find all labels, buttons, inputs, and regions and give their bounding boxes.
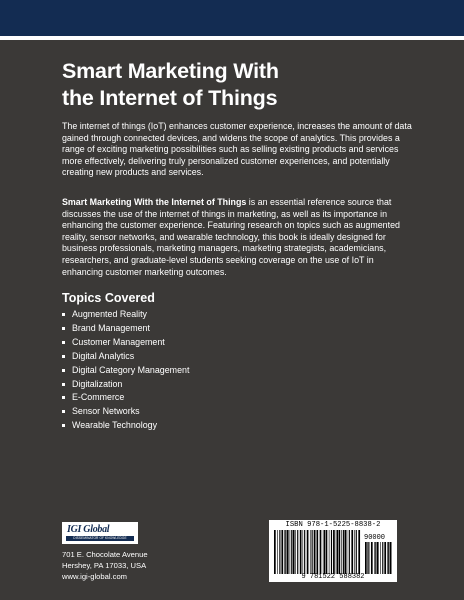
barcode-icon [274,530,361,574]
topic-item [62,308,189,322]
barcode-bar [320,530,322,574]
topic-item [62,350,189,364]
address-city: Hershey, PA 17033, USA [62,561,147,571]
barcode-bar [277,530,278,574]
bullet-icon [62,355,65,358]
barcode-bar [365,542,367,574]
barcode-bar [295,530,296,574]
barcode-bar [284,530,285,574]
topic-label: Digital Analytics [72,350,135,361]
barcode-bar [339,530,341,574]
isbn-number: ISBN 978-1-5225-8838-2 [285,521,381,529]
top-color-band [0,0,464,36]
publisher-logo-name: IGI Global [67,524,110,535]
topic-label: Brand Management [72,322,150,333]
barcode-price-code: 90000 [364,534,386,542]
topic-label: Digitalization [72,378,123,389]
barcode-bar [368,542,369,574]
barcode-bar [323,530,324,574]
barcode-bar [310,530,311,574]
publisher-address [62,549,148,583]
barcode-bar [343,530,344,574]
bullet-icon [62,341,65,344]
barcode-bar [312,530,313,574]
topic-item [62,405,189,419]
topic-label: Augmented Reality [72,309,147,319]
description-book-title: Smart Marketing With the Internet of Things [62,197,247,207]
barcode-bar [304,530,305,574]
barcode-bar [297,530,298,574]
barcode-addon-icon [365,542,393,574]
barcode-bar [333,530,335,574]
barcode-bar [358,530,360,574]
topics-heading: Topics Covered [62,291,155,305]
barcode-bar [375,542,376,574]
topics-list [62,308,189,433]
topic-item [62,378,189,392]
barcode-bar [316,530,317,574]
barcode-bar [337,530,338,574]
barcode-bar [285,530,286,574]
barcode-bar [331,530,332,574]
barcode-bar [354,530,355,574]
bullet-icon [62,369,65,372]
barcode-bar [290,530,291,574]
address-street: 701 E. Chocolate Avenue [62,550,148,559]
topic-item [62,419,189,433]
topic-item [62,336,189,350]
publisher-logo [62,522,138,544]
barcode-bar [303,530,304,574]
topic-label: Sensor Networks [72,406,140,417]
barcode-bar [291,530,292,574]
topic-label: Wearable Technology [72,420,158,431]
bullet-icon [62,383,65,386]
topic-item [62,322,189,336]
barcode-bar [347,530,348,574]
barcode-bar [388,542,389,574]
barcode-bar [279,530,280,574]
barcode-bar [281,530,283,574]
barcode-bar [300,530,302,574]
barcode-bar [326,530,328,574]
topic-label: E-Commerce [72,392,125,403]
bullet-icon [62,313,65,316]
barcode-bar [317,530,318,574]
barcode-bar [356,530,357,574]
publisher-website: www.igi-global.com [62,572,127,582]
barcode-bar [349,530,350,574]
bullet-icon [62,424,65,427]
topic-label: Customer Management [72,336,165,347]
topic-label: Digital Category Management [72,364,190,375]
barcode-bar [324,530,325,574]
barcode-bar [344,530,346,574]
description-text: is an essential reference source that discusses the use of the internet of things in marketing, as well as its importance in enhancing the customer experience. Featuring research on topics such as augmented reality, sensor networks, and wearable technology, this book is ideally designed for business professionals, marketing managers, marketing strategists, academicians, researchers, and graduate-level students seeking coverage on the use of IoT in enhancing customer marketing outcomes. [62,197,400,277]
barcode-bar [274,530,276,574]
barcode-bar [367,542,368,574]
barcode-bar [384,542,386,574]
barcode-bar [390,542,392,574]
barcode-bar [293,530,295,574]
barcode-bar [351,530,353,574]
barcode-bar [314,530,316,574]
barcode-bar [387,542,388,574]
barcode-bar [374,542,375,574]
barcode-bar [377,542,379,574]
topic-item [62,391,189,405]
barcode-bar [329,530,330,574]
isbn-barcode [269,520,397,582]
description-paragraph-2 [62,197,414,278]
barcode-bar [382,542,383,574]
barcode-bar [341,530,342,574]
barcode-bar [380,542,381,574]
barcode-bar [371,542,373,574]
book-title-line-1: Smart Marketing With [62,59,279,83]
barcode-bar [336,530,337,574]
book-title [62,58,422,112]
bullet-icon [62,410,65,413]
publisher-logo-tagline: DISSEMINATOR OF KNOWLEDGE [66,536,134,541]
bullet-icon [62,396,65,399]
barcode-digits: 9 781522 588382 [301,573,365,581]
book-title-line-2: the Internet of Things [62,86,278,110]
description-paragraph-1: The internet of things (IoT) enhances customer experience, increases the amount of data gained through connected devices, and widens the scope of analytics. This provides a range of exciting marketing possibilities such as selling existing products and services more effectively, delivering truly personalized customer experiences, and potentially creating new products and services. [62,121,412,178]
bullet-icon [62,327,65,330]
topic-item [62,364,189,378]
barcode-bar [287,530,289,574]
barcode-bar [307,530,309,574]
